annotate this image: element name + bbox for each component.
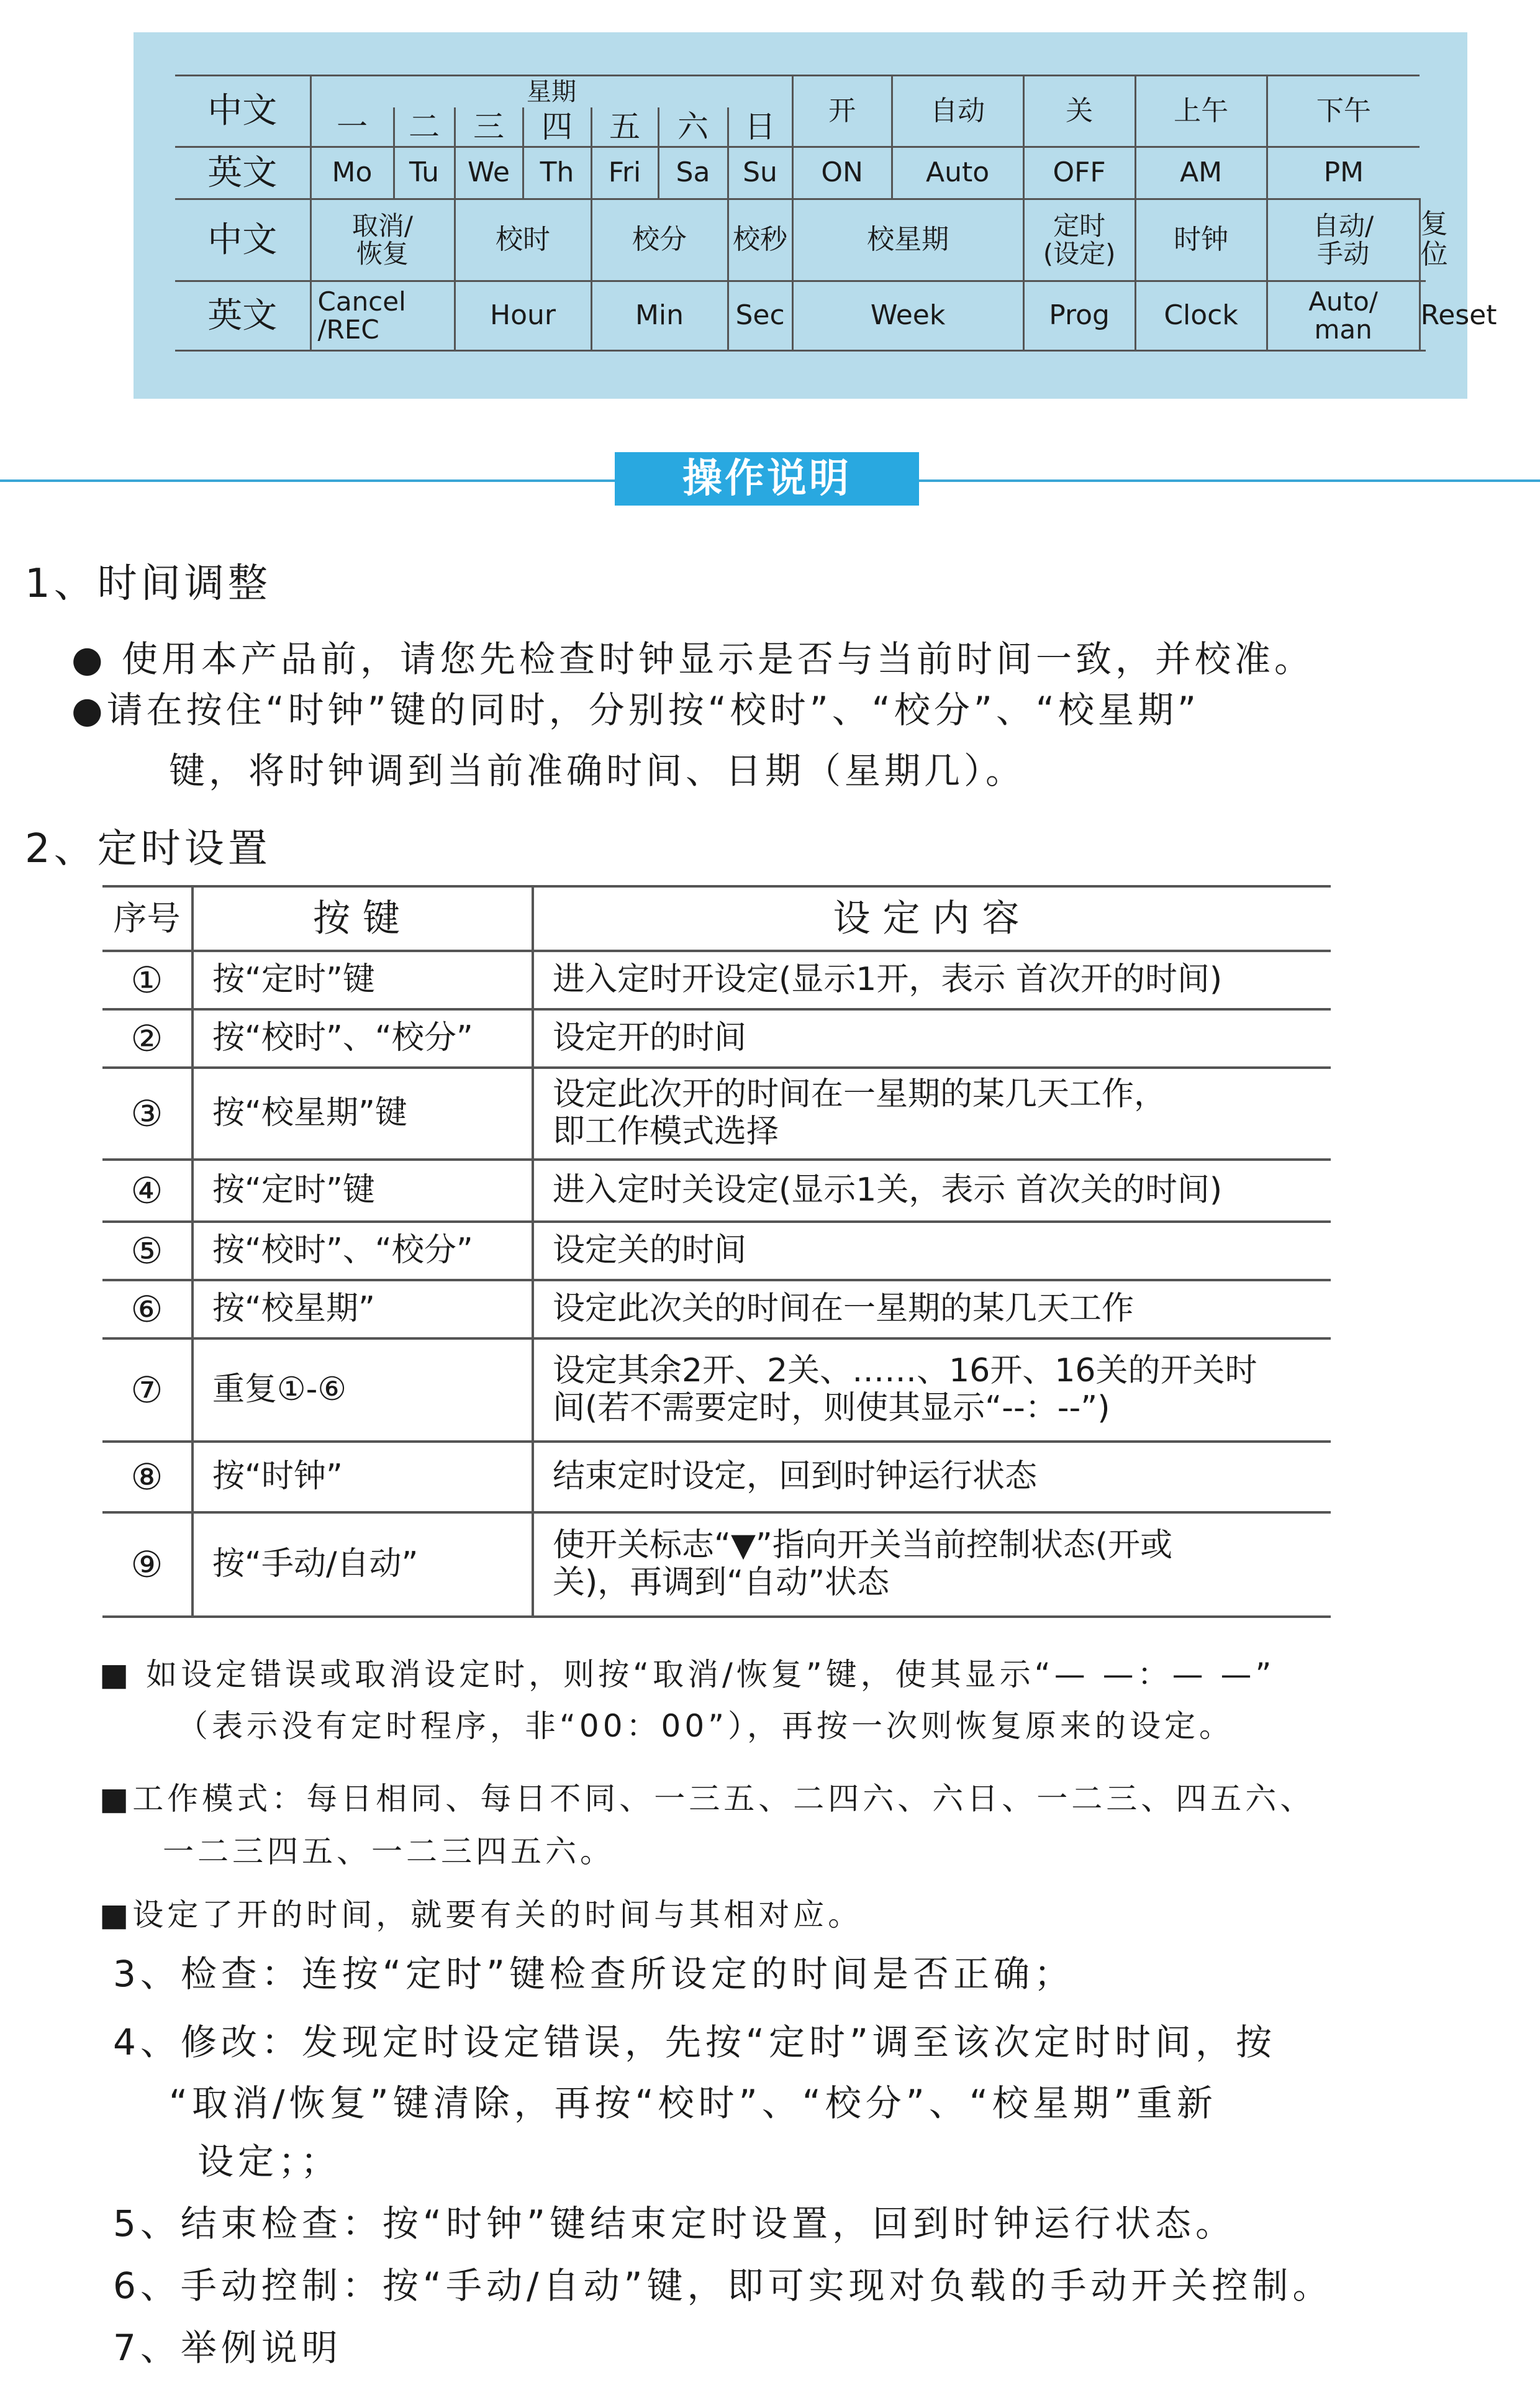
step-manual-control: 6、手动控制：按“手动/自动”键，即可实现对负载的手动开关控制。	[113, 2265, 1333, 2307]
row-desc: 使开关标志“▼”指向开关当前控制状态(开或 关)，再调到“自动”状态	[533, 1512, 1331, 1617]
table-row	[102, 1280, 1331, 1338]
row-key: 按“定时”键	[192, 1160, 533, 1222]
day-cn: 日	[728, 107, 792, 147]
table-row	[102, 1338, 1331, 1442]
row-number: ⑥	[102, 1280, 192, 1338]
row-number: ⑨	[102, 1512, 192, 1617]
vocab-cell: 校时	[455, 199, 591, 281]
step-modify-cont: “取消/恢复”键清除，再按“校时”、“校分”、“校星期”重新	[169, 2082, 1217, 2124]
vocab-cell: Auto/ man	[1267, 281, 1420, 351]
row-number: ④	[102, 1160, 192, 1222]
table-row	[102, 1442, 1331, 1512]
day-en: Tu	[394, 147, 455, 199]
day-cn: 五	[591, 107, 658, 147]
day-cn: 六	[658, 107, 728, 147]
vocab-cell: 时钟	[1135, 199, 1267, 281]
day-en: Mo	[310, 147, 394, 199]
row-desc: 设定此次关的时间在一星期的某几天工作	[533, 1280, 1331, 1338]
row-desc: 结束定时设定，回到时钟运行状态	[533, 1442, 1331, 1512]
note-cancel-cont: （表示没有定时程序，非“00：00”），再按一次则恢复原来的设定。	[177, 1708, 1234, 1744]
vocabulary-panel	[134, 32, 1497, 399]
step-example: 7、举例说明	[113, 2327, 342, 2369]
step-end-check: 5、结束检查：按“时钟”键结束定时设置，回到时钟运行状态。	[113, 2202, 1236, 2245]
row-number: ⑦	[102, 1338, 192, 1442]
day-en: We	[455, 147, 523, 199]
day-en: Sa	[658, 147, 728, 199]
row-desc: 进入定时开设定(显示1开，表示 首次开的时间)	[533, 951, 1331, 1009]
vocab-cell: 校秒	[728, 199, 792, 281]
row-number: ③	[102, 1068, 192, 1160]
vocab-cell: 下午	[1267, 76, 1420, 147]
vocab-cell: 复位	[1420, 199, 1426, 281]
vocab-row3-label: 中文	[175, 199, 310, 281]
day-en: Su	[728, 147, 792, 199]
row-number: ⑧	[102, 1442, 192, 1512]
vocab-cell: Hour	[455, 281, 591, 351]
vocab-cell: AM	[1135, 147, 1267, 199]
day-cn: 四	[523, 107, 591, 147]
row-number: ⑤	[102, 1222, 192, 1280]
vocab-cell: Cancel /REC	[310, 281, 455, 351]
vocab-cell: 定时 (设定)	[1023, 199, 1135, 281]
vocab-cell: Min	[591, 281, 728, 351]
vocab-cell: PM	[1267, 147, 1420, 199]
row-key: 按“校星期”键	[192, 1068, 533, 1160]
vocab-cell: 校分	[591, 199, 728, 281]
bullet-set-clock: ●请在按住“时钟”键的同时，分别按“校时”、“校分”、“校星期”	[71, 689, 1200, 731]
day-cn: 三	[455, 107, 523, 147]
table-row	[102, 951, 1331, 1009]
row-desc: 设定其余2开、2关、……、16开、16关的开关时 间(若不需要定时，则使其显示“--：--”)	[533, 1338, 1331, 1442]
row-number: ②	[102, 1009, 192, 1068]
vocab-cell: 校星期	[792, 199, 1023, 281]
vocab-cell: Auto	[892, 147, 1023, 199]
col-header-key: 按键	[192, 886, 533, 951]
note-pairing: ■设定了开的时间，就要有关的时间与其相对应。	[99, 1897, 863, 1933]
row-key: 按“校时”、“校分”	[192, 1009, 533, 1068]
table-row	[102, 1222, 1331, 1280]
table-row	[102, 1068, 1331, 1160]
note-work-mode: ■工作模式：每日相同、每日不同、一三五、二四六、六日、一二三、四五六、	[99, 1781, 1315, 1817]
vocab-cell: 取消/ 恢复	[310, 199, 455, 281]
heading-time-adjust: 1、时间调整	[25, 561, 271, 607]
step-modify-cont2: 设定；；	[197, 2140, 342, 2183]
vocab-cell: ON	[792, 147, 892, 199]
col-header-content: 设定内容	[533, 886, 1331, 951]
week-header: 星期	[310, 76, 792, 108]
table-row	[102, 1160, 1331, 1222]
row-key: 按“手动/自动”	[192, 1512, 533, 1617]
col-header-number: 序号	[102, 886, 192, 951]
row-key: 按“校星期”	[192, 1280, 533, 1338]
divider-right	[919, 479, 1540, 482]
day-en: Th	[523, 147, 591, 199]
divider-left	[0, 479, 615, 482]
table-row	[102, 1512, 1331, 1617]
bullet-set-clock-cont: 键，将时钟调到当前准确时间、日期（星期几）。	[169, 750, 1026, 792]
table-row	[102, 1009, 1331, 1068]
day-cn: 一	[310, 107, 394, 147]
section-title: 操作说明	[615, 452, 919, 506]
heading-timer-setting: 2、定时设置	[25, 826, 271, 872]
vocab-cell: Sec	[728, 281, 792, 351]
bullet-check-clock: ● 使用本产品前，请您先检查时钟显示是否与当前时间一致，并校准。	[71, 638, 1315, 680]
vocab-cell: 自动	[892, 76, 1023, 147]
vocab-row4-label: 英文	[175, 281, 310, 351]
vocab-cell: Prog	[1023, 281, 1135, 351]
note-cancel: ■ 如设定错误或取消设定时，则按“取消/恢复”键，使其显示“— —：— —”	[99, 1656, 1275, 1692]
row-number: ①	[102, 951, 192, 1009]
row-desc: 进入定时关设定(显示1关，表示 首次关的时间)	[533, 1160, 1331, 1222]
vocabulary-table	[175, 75, 1497, 352]
row-desc: 设定关的时间	[533, 1222, 1331, 1280]
row-desc: 设定此次开的时间在一星期的某几天工作， 即工作模式选择	[533, 1068, 1331, 1160]
vocab-cell: Clock	[1135, 281, 1267, 351]
vocab-row2-label: 英文	[175, 147, 310, 199]
row-desc: 设定开的时间	[533, 1009, 1331, 1068]
step-check: 3、检查：连按“定时”键检查所设定的时间是否正确；	[113, 1953, 1074, 1995]
step-modify: 4、修改：发现定时设定错误，先按“定时”调至该次定时时间，按	[113, 2021, 1276, 2063]
vocab-cell: Week	[792, 281, 1023, 351]
row-key: 按“定时”键	[192, 951, 533, 1009]
row-key: 按“校时”、“校分”	[192, 1222, 533, 1280]
vocab-cell: OFF	[1023, 147, 1135, 199]
vocab-cell: 上午	[1135, 76, 1267, 147]
row-key: 重复①-⑥	[192, 1338, 533, 1442]
vocab-cell: 开	[792, 76, 892, 147]
day-en: Fri	[591, 147, 658, 199]
day-cn: 二	[394, 107, 455, 147]
note-work-mode-cont: 一二三四五、一二三四五六。	[163, 1833, 615, 1869]
row-key: 按“时钟”	[192, 1442, 533, 1512]
operations-table	[102, 885, 1331, 1618]
vocab-cell: 自动/ 手动	[1267, 199, 1420, 281]
vocab-cell: Reset	[1420, 281, 1426, 351]
vocab-cell: 关	[1023, 76, 1135, 147]
vocab-row1-label: 中文	[175, 76, 310, 147]
